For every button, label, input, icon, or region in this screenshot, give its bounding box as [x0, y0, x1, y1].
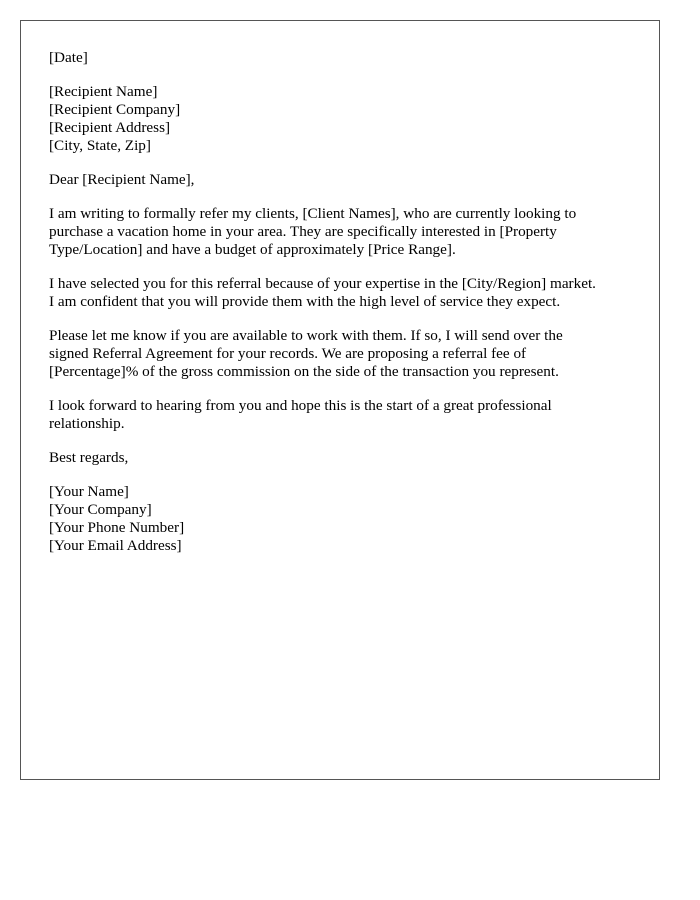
sender-phone: [Your Phone Number]: [49, 519, 185, 536]
sender-company: [Your Company]: [49, 501, 152, 518]
paragraph-closing-remark: [49, 397, 639, 433]
recipient-address: [Recipient Address]: [49, 119, 171, 136]
letter-page: [20, 20, 660, 780]
date: [Date]: [49, 49, 88, 66]
sender-email: [Your Email Address]: [49, 537, 182, 554]
paragraph-line: I am writing to formally refer my clients, [Client Names], who are currently looking to: [49, 205, 577, 222]
paragraph-line: Type/Location] and have a budget of approximately [Price Range].: [49, 241, 456, 258]
salutation-text: Dear [Recipient Name],: [49, 171, 195, 188]
paragraph-fee: [49, 327, 639, 381]
letter-body: [49, 49, 639, 555]
paragraph-line: [Percentage]% of the gross commission on the side of the transaction you represent.: [49, 363, 559, 380]
recipient-name: [Recipient Name]: [49, 83, 158, 100]
paragraph-line: purchase a vacation home in your area. They are specifically interested in [Property: [49, 223, 557, 240]
paragraph-line: I have selected you for this referral because of your expertise in the [City/Region] market.: [49, 275, 596, 292]
paragraph-line: Please let me know if you are available to work with them. If so, I will send over the: [49, 327, 563, 344]
salutation: [49, 171, 639, 189]
signature-block: [49, 483, 639, 555]
recipient-address-block: [49, 83, 639, 155]
date-line: [49, 49, 639, 67]
paragraph-line: relationship.: [49, 415, 125, 432]
paragraph-reason: [49, 275, 639, 311]
recipient-city-state-zip: [City, State, Zip]: [49, 137, 151, 154]
closing-text: Best regards,: [49, 449, 129, 466]
paragraph-line: signed Referral Agreement for your records. We are proposing a referral fee of: [49, 345, 527, 362]
paragraph-line: I look forward to hearing from you and hope this is the start of a great professional: [49, 397, 552, 414]
paragraph-line: I am confident that you will provide them with the high level of service they expect.: [49, 293, 561, 310]
paragraph-referral: [49, 205, 639, 259]
recipient-company: [Recipient Company]: [49, 101, 181, 118]
closing: [49, 449, 639, 467]
sender-name: [Your Name]: [49, 483, 129, 500]
